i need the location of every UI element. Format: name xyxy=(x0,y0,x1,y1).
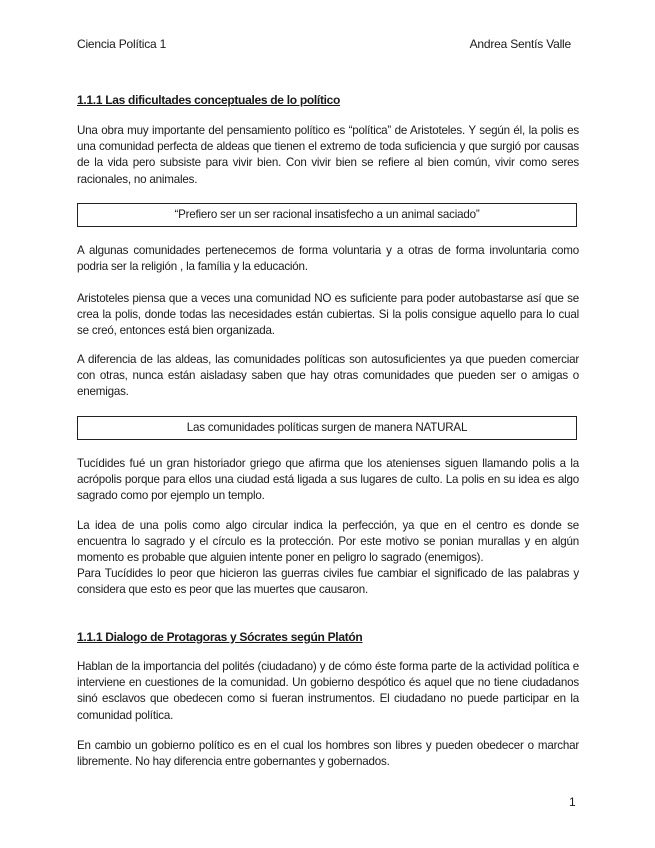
section-1-paragraph-4: A diferencia de las aldeas, las comunidades políticas son autosuficientes ya que pueden comerciar con otras, nunca están aisladasy saben que hay otras comunidades que pueden ser o amigas o enemigas. xyxy=(77,353,579,399)
section-2-paragraph-2: En cambio un gobierno político es en el cual los hombres son libres y pueden obedecer o marchar libremente. No hay diferencia entre gobernantes y gobernados. xyxy=(77,739,579,769)
header-author: Andrea Sentís Valle xyxy=(469,37,571,51)
quote-box-2: Las comunidades políticas surgen de manera NATURAL xyxy=(77,416,577,440)
section-2-title: 1.1.1 Dialogo de Protagoras y Sócrates según Platón xyxy=(77,630,363,644)
section-2-paragraph-1: Hablan de la importancia del polités (ciudadano) y de cómo éste forma parte de la actividad política e interviene en cuestiones de la comunidad. Un gobierno despótico és aquel que no tiene ciudadanos sinó esclavos que obedecen como si fueran instrumentos. El ciudadano no puede participar en la comunidad política. xyxy=(77,660,579,722)
header-course: Ciencia Política 1 xyxy=(77,37,167,51)
quote-box-1: “Prefiero ser un ser racional insatisfecho a un animal saciado” xyxy=(77,203,577,227)
section-1-paragraph-3: Aristoteles piensa que a veces una comunidad NO es suficiente para poder autobastarse así que se crea la polis, donde todas las necesidades están cubiertas. Si la polis consigue aquello para lo cual se creó, entonces está bien organizada. xyxy=(77,292,579,338)
section-1-paragraph-1: Una obra muy importante del pensamiento político es “política” de Aristoteles. Y según él, la polis es una comunidad perfecta de aldeas que tienen el extremo de toda suficiencia y que surgió por causas de la vida pero subsiste para vivir bien. Con vivir bien se refiere al bien común, vivir como seres racionales, no animales. xyxy=(77,124,579,186)
section-1-title: 1.1.1 Las dificultades conceptuales de lo político xyxy=(77,93,341,107)
section-1-paragraph-2: A algunas comunidades pertenecemos de forma voluntaria y a otras de forma involuntaria como podria ser la religión , la família y la educación. xyxy=(77,244,579,274)
page-number: 1 xyxy=(569,795,576,809)
section-1-paragraph-7: Para Tucídides lo peor que hicieron las guerras civiles fue cambiar el significado de las palabras y considera que esto es peor que las muertes que causaron. xyxy=(77,567,579,597)
section-1-paragraph-5: Tucídides fué un gran historiador griego que afirma que los atenienses siguen llamando polis a la acrópolis porque para ellos una ciudad está ligada a sus lugares de culto. La polis en su idea es algo sagrado como por ejemplo un templo. xyxy=(77,457,579,503)
section-1-paragraph-6: La idea de una polis como algo circular indica la perfección, ya que en el centro es donde se encuentra lo sagrado y el círculo es la protección. Por este motivo se ponian murallas y en algún momento es probable que alguien intente poner en peligro lo sagrado (enemigos). xyxy=(77,519,579,565)
